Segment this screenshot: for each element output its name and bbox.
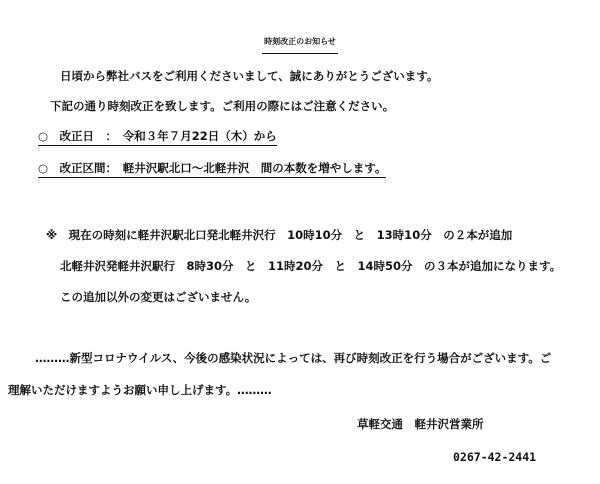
covid-notice-line-1: ………新型コロナウイルス、今後の感染状況によっては、再び時刻改正を行う場合がございます。ご <box>35 351 552 365</box>
added-trips-line-1: ※ 現在の時刻に軽井沢駅北口発北軽井沢行 10時10分 と 13時10分 の２本が追加 <box>46 228 513 242</box>
greeting-text: 日頃から弊社バスをご利用くださいまして、誠にありがとうございます。 <box>60 69 439 83</box>
phone-number: 0267-42-2441 <box>453 450 537 464</box>
covid-notice-line-2: 理解いただけますようお願い申し上げます。……… <box>8 383 272 397</box>
no-other-changes-text: この追加以外の変更はございません。 <box>60 290 257 304</box>
notice-title-row <box>0 32 600 54</box>
notice-title: 時刻改正のお知らせ <box>262 32 338 54</box>
revision-section-row <box>38 160 386 178</box>
intro-text: 下記の通り時刻改正を致します。ご利用の際にはご注意ください。 <box>50 99 395 113</box>
revision-section: ○ 改正区間： 軽井沢駅北口～北軽井沢 間の本数を増やします。 <box>38 160 386 178</box>
company-name: 草軽交通 軽井沢営業所 <box>357 417 484 431</box>
revision-date: ○ 改正日 ： 令和３年７月22日（木）から <box>38 128 277 146</box>
revision-date-row <box>38 128 277 146</box>
added-trips-line-2: 北軽井沢発軽井沢駅行 8時30分 と 11時20分 と 14時50分 の３本が追加になります。 <box>60 259 562 273</box>
